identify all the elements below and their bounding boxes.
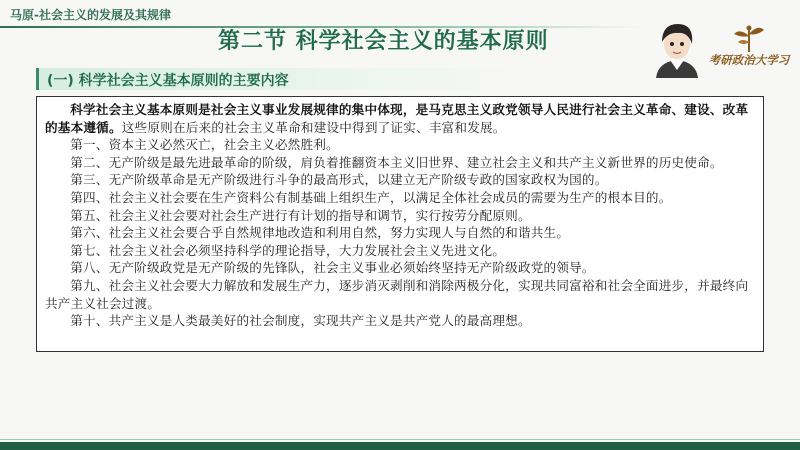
footer-stripe <box>0 442 800 450</box>
content-box <box>36 96 764 352</box>
course-label: 马原-社会主义的发展及其规律 <box>10 8 171 22</box>
avatar-icon <box>648 16 706 78</box>
principle-8: 第八、无产阶级政党是无产阶级的先锋队，社会主义事业必须始终坚持无产阶级政党的领导。 <box>70 260 595 276</box>
page-title: 第二节 科学社会主义的基本原则 <box>218 29 549 54</box>
intro-paragraph <box>45 101 755 136</box>
section-heading: (一) 科学社会主义基本原则的主要内容 <box>47 73 289 89</box>
principle-9: 第九、社会主义社会要大力解放和发展生产力，逐步消灭剥削和消除两极分化，实现共同富裕和社会全面进步，并最终向共产主义社会过渡。 <box>45 277 749 311</box>
footer-line <box>0 439 800 440</box>
principle-1: 第一、资本主义必然灭亡，社会主义必然胜利。 <box>70 137 339 153</box>
principle-7: 第七、社会主义社会必须坚持科学的理论指导，大力发展社会主义先进文化。 <box>70 242 506 258</box>
intro-rest: 这些原则在后来的社会主义革命和建设中得到了证实、丰富和发展。 <box>121 119 506 135</box>
principle-2: 第二、无产阶级是最先进最革命的阶级，肩负着推翻资本主义旧世界、建立社会主义和共产主义新世界的历史使命。 <box>70 154 723 170</box>
brand-logo <box>706 22 792 74</box>
principle-4: 第四、社会主义社会要在生产资料公有制基础上组织生产，以满足全体社会成员的需要为生产的根本目的。 <box>70 189 672 205</box>
section-heading-bar <box>36 68 509 90</box>
intro-bold: 科学社会主义基本原则是社会主义事业发展规律的集中体现，是马克思主义政党领导人民进行社会主义革命、建设、改革的基本遵循。 <box>45 102 749 135</box>
principle-6: 第六、社会主义社会要合乎自然规律地改造和利用自然，努力实现人与自然的和谐共生。 <box>70 225 570 241</box>
principle-10: 第十、共产主义是人类最美好的社会制度，实现共产主义是共产党人的最高理想。 <box>70 313 531 329</box>
principle-3: 第三、无产阶级革命是无产阶级进行斗争的最高形式，以建立无产阶级专政的国家政权为国的。 <box>70 172 608 188</box>
plant-logo-icon <box>706 22 792 54</box>
principle-5: 第五、社会主义社会要对社会生产进行有计划的指导和调节，实行按劳分配原则。 <box>70 207 531 223</box>
brand-text: 考研政治大学习 <box>708 53 790 67</box>
